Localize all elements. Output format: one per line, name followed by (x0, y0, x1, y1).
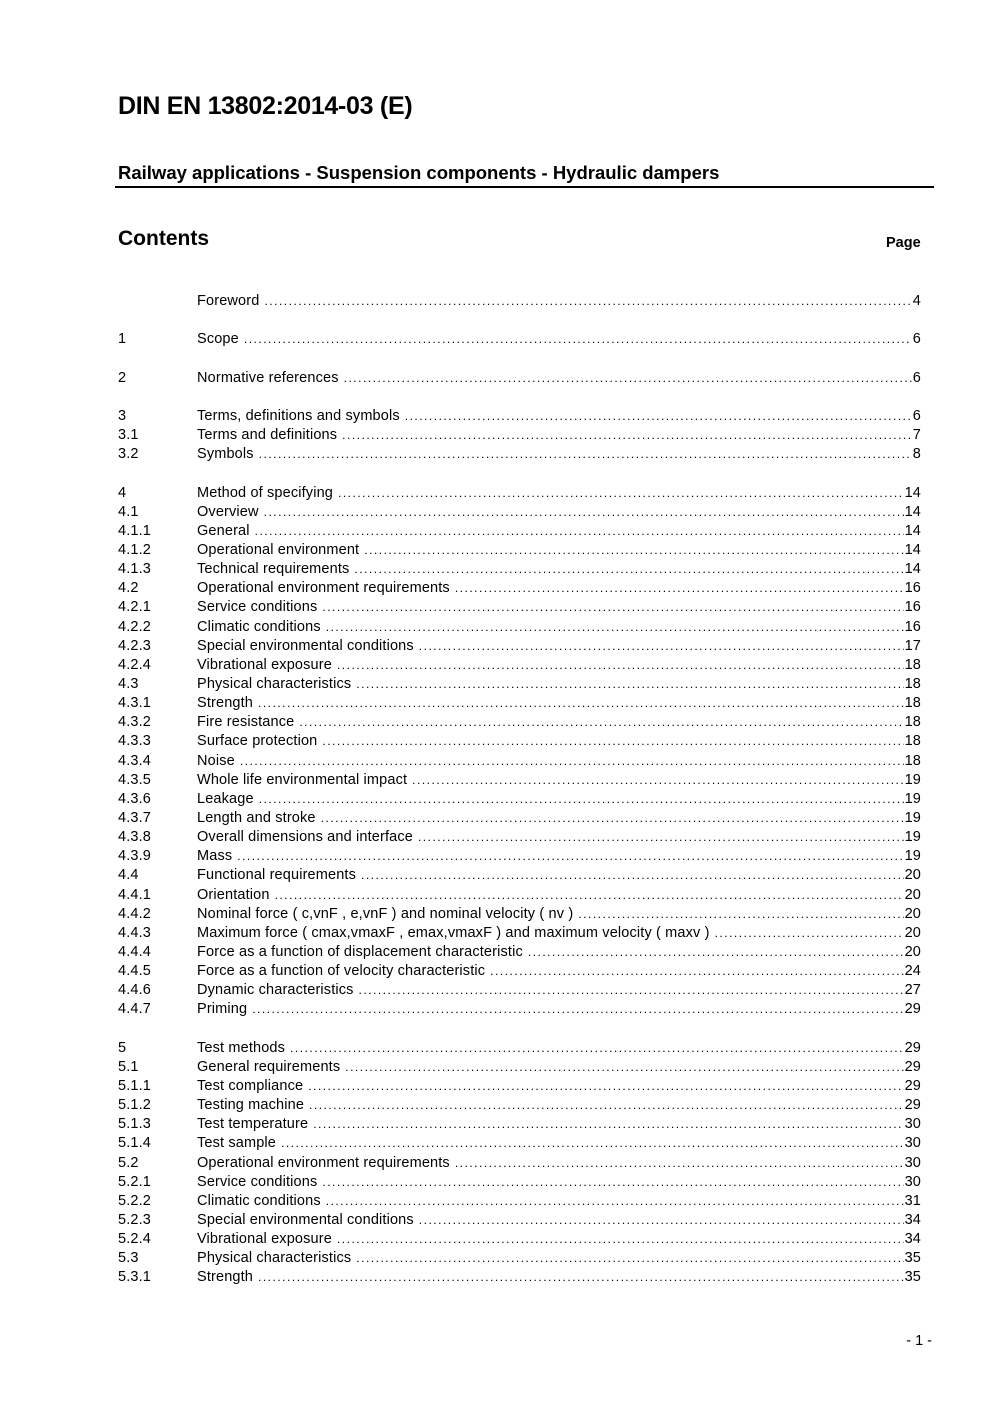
toc-number: 4.3.3 (118, 733, 151, 750)
toc-entry[interactable] (118, 522, 921, 541)
toc-number: 4.1.3 (118, 561, 151, 578)
toc-entry[interactable] (118, 484, 921, 503)
toc-number: 4.2.3 (118, 637, 151, 654)
toc-dot-leader (255, 522, 904, 541)
toc-title: Test compliance (197, 1077, 304, 1094)
toc-dot-leader (345, 1058, 903, 1077)
toc-page-number: 14 (904, 561, 921, 578)
toc-page-number: 14 (904, 484, 921, 501)
header-rule (115, 186, 934, 188)
toc-page-number: 18 (904, 675, 921, 692)
toc-number: 5.2.2 (118, 1192, 151, 1209)
toc-entry[interactable] (118, 1154, 921, 1173)
toc-title: Test sample (197, 1135, 277, 1152)
toc-title: Maximum force ( cmax,vmaxF , emax,vmaxF ) and maximum velocity ( maxv ) (197, 924, 710, 941)
toc-title: Leakage (197, 790, 254, 807)
toc-title: Overall dimensions and interface (197, 829, 413, 846)
toc-dot-leader (419, 637, 904, 656)
toc-number: 4.3.4 (118, 752, 151, 769)
toc-number: 4.4.1 (118, 886, 151, 903)
toc-entry[interactable] (118, 752, 921, 771)
toc-dot-leader (275, 886, 904, 905)
toc-page-number: 4 (912, 292, 921, 309)
toc-title: Strength (197, 1269, 254, 1286)
toc-entry[interactable] (118, 407, 921, 426)
toc-entry[interactable] (118, 1268, 921, 1287)
toc-entry[interactable] (118, 598, 921, 617)
toc-dot-leader (258, 1268, 904, 1287)
toc-number: 3.1 (118, 427, 139, 444)
toc-dot-leader (354, 560, 903, 579)
toc-page-number: 14 (904, 542, 921, 558)
toc-title: Functional requirements (197, 867, 356, 884)
toc-title: Special environmental conditions (197, 637, 414, 654)
toc-entry[interactable] (118, 1000, 921, 1019)
toc-number: 4.2 (118, 580, 139, 597)
toc-number: 5.1 (118, 1058, 139, 1075)
toc-page-number: 30 (904, 1173, 921, 1190)
toc-dot-leader (309, 1096, 904, 1115)
toc-title: Service conditions (197, 599, 318, 616)
toc-page-number: 18 (904, 733, 921, 750)
toc-dot-leader (455, 579, 904, 598)
toc-entry[interactable] (118, 369, 921, 388)
toc-page-number: 30 (904, 1154, 921, 1171)
toc-page-number: 19 (904, 829, 921, 846)
toc-entry[interactable] (118, 560, 921, 579)
toc-title: Scope (197, 331, 239, 348)
toc-number: 4 (118, 484, 127, 501)
toc-dot-leader (715, 924, 904, 943)
document-title: DIN EN 13802:2014-03 (E) (118, 92, 413, 120)
toc-page-number: 14 (904, 503, 921, 520)
toc-page-number: 30 (904, 1116, 921, 1133)
toc-number: 2 (118, 369, 127, 386)
toc-title: Method of specifying (197, 484, 333, 501)
toc-page-number: 7 (912, 427, 921, 444)
toc-number: 3.2 (118, 446, 139, 463)
toc-title: General requirements (197, 1058, 341, 1075)
toc-dot-leader (359, 981, 904, 1000)
toc-dot-leader (337, 1230, 904, 1249)
toc-number: 5 (118, 1039, 127, 1056)
toc-title: Vibrational exposure (197, 656, 332, 673)
toc-title: Climatic conditions (197, 1192, 321, 1209)
toc-number: 4.1 (118, 503, 139, 520)
toc-number: 4.4.3 (118, 924, 151, 941)
toc-entry[interactable] (118, 1077, 921, 1096)
toc-number: 4.4.6 (118, 982, 151, 999)
toc-number: 4.3.5 (118, 771, 151, 788)
toc-title: Service conditions (197, 1173, 318, 1190)
toc-page-number: 29 (904, 1039, 921, 1056)
toc-title: Force as a function of velocity characteristic (197, 963, 486, 980)
toc-page-number: 31 (904, 1192, 921, 1209)
toc-entry[interactable] (118, 847, 921, 866)
toc-page-number: 16 (904, 580, 921, 597)
toc-page-number: 27 (904, 982, 921, 999)
toc-dot-leader (313, 1115, 903, 1134)
toc-entry[interactable] (118, 1096, 921, 1115)
toc-number: 4.3.8 (118, 829, 151, 846)
toc-number: 5.2.4 (118, 1231, 151, 1248)
page-column-heading: Page (886, 235, 921, 251)
toc-number: 5.2.3 (118, 1211, 151, 1228)
toc-entry[interactable] (118, 790, 921, 809)
toc-number: 3 (118, 407, 127, 424)
toc-entry[interactable] (118, 445, 921, 464)
toc-dot-leader (578, 905, 903, 924)
toc-title: Foreword (197, 292, 260, 309)
toc-entry[interactable] (118, 675, 921, 694)
toc-entry[interactable] (118, 943, 921, 962)
toc-entry[interactable] (118, 637, 921, 656)
toc-page-number: 29 (904, 1001, 921, 1018)
toc-entry[interactable] (118, 924, 921, 943)
toc-number: 4.3.7 (118, 809, 151, 826)
toc-dot-leader (412, 771, 903, 790)
toc-title: Operational environment requirements (197, 1154, 450, 1171)
toc-entry[interactable] (118, 1192, 921, 1211)
toc-title: Climatic conditions (197, 618, 321, 635)
toc-number: 5.3.1 (118, 1269, 151, 1286)
toc-entry[interactable] (118, 618, 921, 637)
toc-title: Normative references (197, 369, 339, 386)
toc-entry[interactable] (118, 1211, 921, 1230)
toc-dot-leader (356, 1249, 903, 1268)
toc-title: Terms and definitions (197, 427, 338, 444)
toc-entry[interactable] (118, 1115, 921, 1134)
toc-page-number: 6 (912, 331, 921, 348)
toc-title: Nominal force ( c,vnF , e,vnF ) and nominal velocity ( nv ) (197, 905, 574, 922)
toc-number: 4.4.5 (118, 963, 151, 980)
toc-page-number: 16 (904, 618, 921, 635)
toc-title: Surface protection (197, 733, 318, 750)
toc-number: 5.1.2 (118, 1097, 151, 1114)
toc-page-number: 29 (904, 1077, 921, 1094)
toc-number: 4.3 (118, 675, 139, 692)
toc-entry[interactable] (118, 866, 921, 885)
toc-page-number: 16 (904, 599, 921, 616)
toc-page-number: 18 (904, 656, 921, 673)
toc-dot-leader (405, 407, 912, 426)
toc-dot-leader (258, 694, 904, 713)
toc-dot-leader (356, 675, 903, 694)
toc-page-number: 19 (904, 809, 921, 826)
toc-page-number: 34 (904, 1211, 921, 1228)
toc-title: Test temperature (197, 1116, 309, 1133)
toc-entry[interactable] (118, 962, 921, 981)
toc-number: 4.1.2 (118, 542, 151, 558)
toc-dot-leader (342, 426, 912, 445)
toc-entry[interactable] (118, 426, 921, 445)
toc-title: Orientation (197, 886, 270, 903)
toc-title: Physical characteristics (197, 1250, 352, 1267)
toc-number: 4.4.2 (118, 905, 151, 922)
toc-dot-leader (259, 790, 904, 809)
toc-entry[interactable] (118, 1230, 921, 1249)
toc-page-number: 18 (904, 695, 921, 712)
toc-page-number: 8 (912, 446, 921, 463)
toc-number: 4.1.1 (118, 522, 151, 539)
toc-page-number: 19 (904, 771, 921, 788)
toc-number: 1 (118, 331, 127, 348)
toc-page-number: 29 (904, 1058, 921, 1075)
toc-page-number: 18 (904, 752, 921, 769)
footer-page-number: - 1 - (906, 1333, 932, 1349)
toc-entry[interactable] (118, 713, 921, 732)
toc-entry[interactable] (118, 330, 921, 349)
toc-dot-leader (490, 962, 903, 981)
toc-entry[interactable] (118, 1134, 921, 1153)
toc-dot-leader (338, 484, 904, 503)
toc-entry[interactable] (118, 541, 921, 560)
toc-entry[interactable] (118, 503, 921, 522)
toc-title: Terms, definitions and symbols (197, 407, 400, 424)
toc-number: 4.3.9 (118, 848, 151, 865)
toc-page-number: 19 (904, 848, 921, 865)
toc-page-number: 20 (904, 943, 921, 960)
toc-title: Operational environment requirements (197, 580, 450, 597)
toc-title: Vibrational exposure (197, 1231, 332, 1248)
toc-title: Overview (197, 503, 259, 520)
document-subtitle: Railway applications - Suspension components - Hydraulic dampers (118, 162, 720, 183)
toc-page-number: 20 (904, 886, 921, 903)
toc-number: 4.2.1 (118, 599, 151, 616)
toc-dot-leader (455, 1154, 904, 1173)
toc-number: 5.2 (118, 1154, 139, 1171)
toc-page-number: 30 (904, 1135, 921, 1152)
toc-dot-leader (344, 369, 912, 388)
toc-page-number: 17 (904, 637, 921, 654)
toc-dot-leader (326, 618, 904, 637)
toc-title: Physical characteristics (197, 675, 352, 692)
toc-title: General (197, 522, 250, 539)
toc-title: Whole life environmental impact (197, 771, 408, 788)
toc-dot-leader (337, 656, 904, 675)
toc-dot-leader (322, 732, 903, 751)
toc-title: Technical requirements (197, 561, 350, 578)
toc-dot-leader (364, 541, 903, 560)
toc-title: Length and stroke (197, 809, 316, 826)
toc-title: Special environmental conditions (197, 1211, 414, 1228)
toc-dot-leader (528, 943, 904, 962)
toc-dot-leader (281, 1134, 904, 1153)
toc-title: Dynamic characteristics (197, 982, 354, 999)
toc-title: Operational environment (197, 542, 360, 558)
toc-number: 5.3 (118, 1250, 139, 1267)
toc-page-number: 6 (912, 407, 921, 424)
toc-dot-leader (252, 1000, 903, 1019)
toc-title: Symbols (197, 446, 254, 463)
toc-page-number: 34 (904, 1231, 921, 1248)
toc-page-number: 20 (904, 905, 921, 922)
toc-number: 5.2.1 (118, 1173, 151, 1190)
toc-dot-leader (299, 713, 903, 732)
toc-dot-leader (264, 503, 904, 522)
toc-entry[interactable] (118, 981, 921, 1000)
toc-dot-leader (244, 330, 912, 349)
toc-title: Mass (197, 848, 233, 865)
toc-entry[interactable] (118, 1039, 921, 1058)
toc-title: Fire resistance (197, 714, 295, 731)
toc-entry[interactable] (118, 771, 921, 790)
toc-entry[interactable] (118, 828, 921, 847)
toc-dot-leader (308, 1077, 903, 1096)
toc-entry[interactable] (118, 886, 921, 905)
toc-title: Strength (197, 695, 254, 712)
toc-number: 4.4.4 (118, 943, 151, 960)
contents-heading: Contents (118, 227, 209, 250)
toc-entry[interactable] (118, 1249, 921, 1268)
toc-entry[interactable] (118, 809, 921, 828)
toc-entry[interactable] (118, 656, 921, 675)
toc-number: 5.1.1 (118, 1077, 151, 1094)
toc-number: 5.1.3 (118, 1116, 151, 1133)
toc-title: Noise (197, 752, 235, 769)
toc-page-number: 35 (904, 1250, 921, 1267)
toc-number: 4.2.2 (118, 618, 151, 635)
toc-number: 4.4.7 (118, 1001, 151, 1018)
toc-entry[interactable] (118, 732, 921, 751)
toc-dot-leader (259, 445, 912, 464)
toc-entry[interactable] (118, 694, 921, 713)
toc-number: 4.2.4 (118, 656, 151, 673)
toc-page-number: 6 (912, 369, 921, 386)
toc-page-number: 20 (904, 867, 921, 884)
toc-entry[interactable] (118, 579, 921, 598)
toc-page-number: 14 (904, 522, 921, 539)
toc-dot-leader (290, 1039, 904, 1058)
toc-title: Force as a function of displacement characteristic (197, 943, 523, 960)
toc-dot-leader (322, 598, 903, 617)
toc-entry[interactable] (118, 905, 921, 924)
toc-number: 4.3.2 (118, 714, 151, 731)
toc-dot-leader (322, 1173, 903, 1192)
toc-dot-leader (361, 866, 904, 885)
toc-page-number: 35 (904, 1269, 921, 1286)
toc-title: Testing machine (197, 1097, 305, 1114)
toc-page-number: 18 (904, 714, 921, 731)
toc-entry[interactable] (118, 1058, 921, 1077)
toc-page-number: 29 (904, 1097, 921, 1114)
toc-dot-leader (264, 292, 911, 311)
toc-title: Priming (197, 1001, 248, 1018)
toc-dot-leader (419, 1211, 904, 1230)
toc-page-number: 20 (904, 924, 921, 941)
toc-dot-leader (321, 809, 904, 828)
table-of-contents (118, 292, 921, 1288)
toc-page-number: 19 (904, 790, 921, 807)
toc-page-number: 24 (904, 963, 921, 980)
toc-title: Test methods (197, 1039, 286, 1056)
toc-dot-leader (240, 752, 904, 771)
toc-entry[interactable] (118, 1173, 921, 1192)
toc-number: 4.3.1 (118, 695, 151, 712)
toc-number: 4.3.6 (118, 790, 151, 807)
toc-number: 5.1.4 (118, 1135, 151, 1152)
toc-dot-leader (237, 847, 903, 866)
toc-number: 4.4 (118, 867, 139, 884)
toc-dot-leader (418, 828, 904, 847)
toc-dot-leader (326, 1192, 904, 1211)
toc-entry[interactable] (118, 292, 921, 311)
